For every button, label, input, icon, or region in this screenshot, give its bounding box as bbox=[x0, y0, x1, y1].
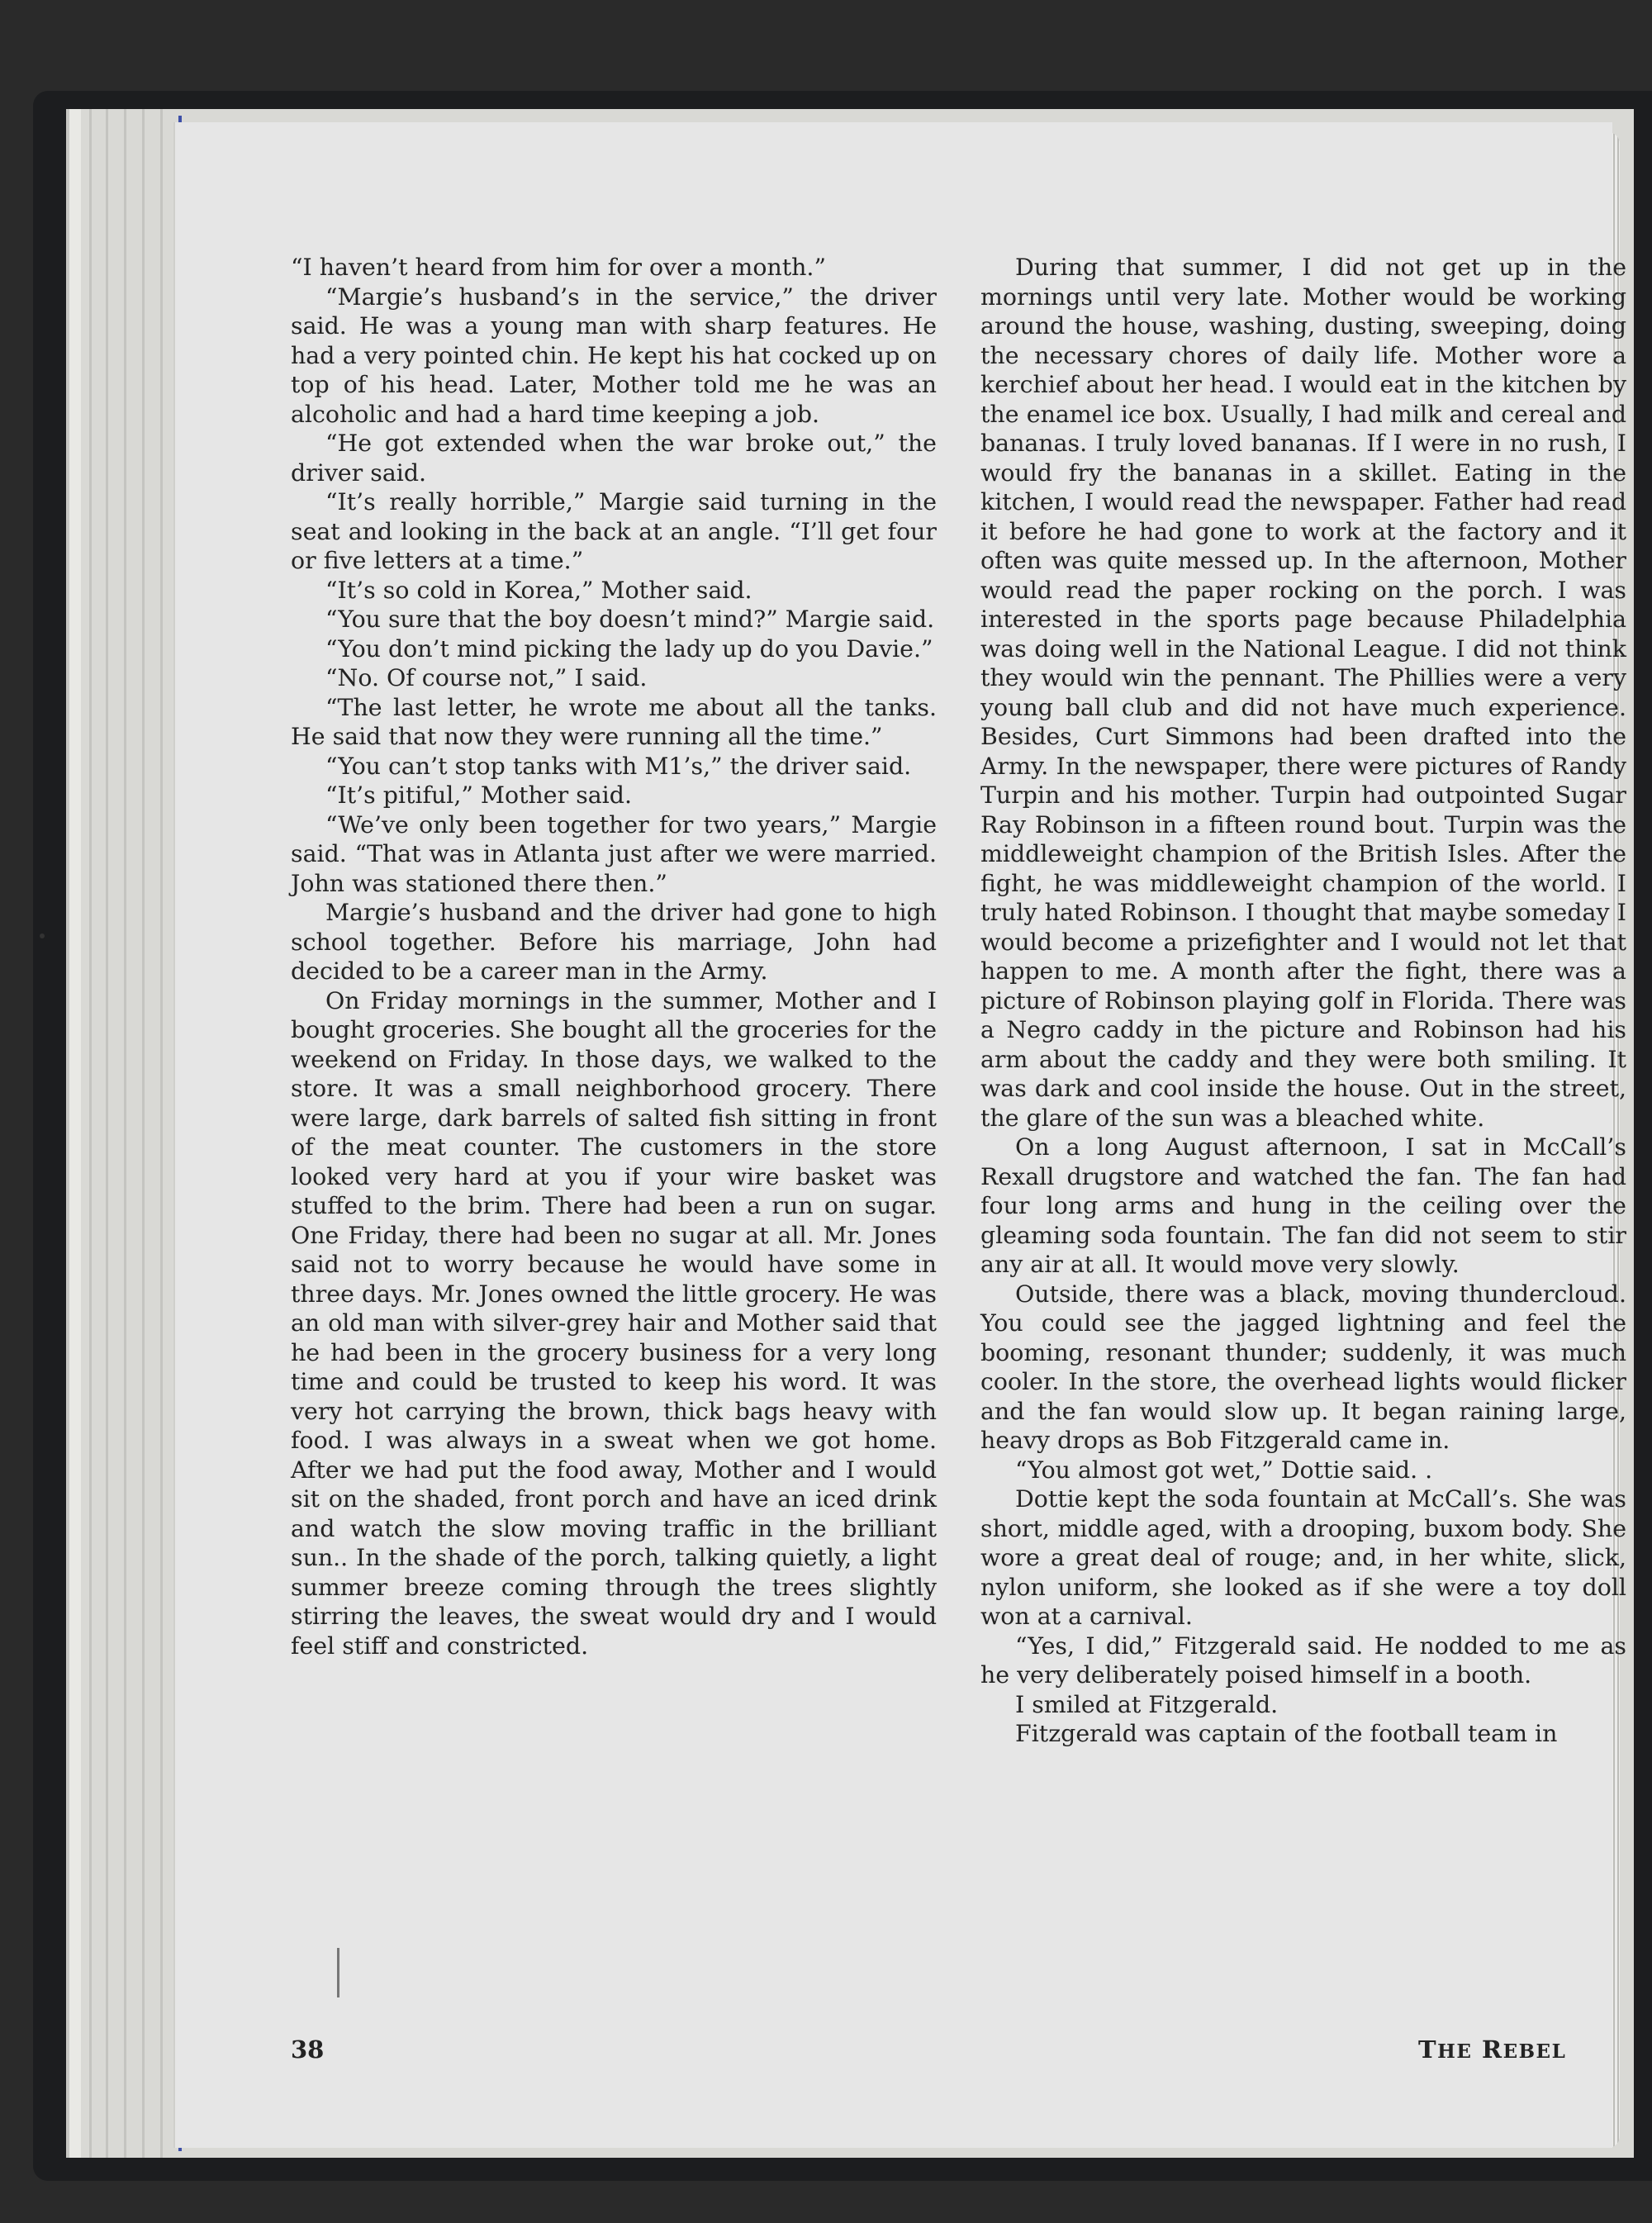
page-leaf bbox=[89, 109, 92, 2158]
margin-tick bbox=[337, 1948, 339, 1997]
paragraph: Fitzgerald was captain of the football team in bbox=[1015, 1720, 1558, 1747]
paragraph: “It’s so cold in Korea,” Mother said. bbox=[325, 576, 752, 604]
page-leaf bbox=[106, 109, 108, 2158]
paragraph: On Friday mornings in the summer, Mother and I bought groceries. She bought all the groceries for the weekend on Friday. In those days, we walked to the store. It was a small neighborhood grocery. There were large, dark barrels of salted fish sitting in front of the meat counter. The customers in the store looked very hard at you if your wire basket was stuffed to the brim. There had been a run on sugar. One Friday, there had been no sugar at all. Mr. Jones said not to worry because he would have some in three days. Mr. Jones owned the little grocery. He was an old man with silver-grey hair and Mother said that he had been in the grocery business for a very long time and could be trusted to keep his word. It was very hot carrying the brown, thick bags heavy with food. I was always in a sweat when we got home. After we had put the food away, Mother and I would sit on the shaded, front porch and have an iced drink and watch the slow moving traffic in the brilliant sun.. In the shade of the porch, talking quietly, a light summer breeze coming through the trees slightly stirring the leaves, the sweat would dry and I would feel stiff and constricted. bbox=[291, 986, 937, 1660]
paragraph: “It’s pitiful,” Mother said. bbox=[325, 781, 632, 809]
paragraph: On a long August afternoon, I sat in McCall’s Rexall drugstore and watched the fan. The fan had four long arms and hung in the ceiling over the gleaming soda fountain. The fan did not seem to stir any air at all. It would move very slowly. bbox=[980, 1133, 1626, 1278]
paragraph: “You almost got wet,” Dottie said. . bbox=[1015, 1456, 1433, 1484]
paragraph: “Yes, I did,” Fitzgerald said. He nodded to me as he very deliberately poised himself in a booth. bbox=[980, 1632, 1626, 1689]
page-leaf bbox=[160, 109, 163, 2158]
paragraph: “The last letter, he wrote me about all the tanks. He said that now they were running all the time.” bbox=[291, 693, 937, 750]
paragraph: “You don’t mind picking the lady up do you Davie.” bbox=[325, 634, 933, 663]
paragraph: “I haven’t heard from him for over a month.” bbox=[291, 254, 826, 281]
paragraph: Margie’s husband and the driver had gone to high school together. Before his marriage, John had decided to be a career man in the Army. bbox=[291, 899, 937, 985]
paragraph: “No. Of course not,” I said. bbox=[325, 664, 648, 691]
paragraph: During that summer, I did not get up in the mornings until very late. Mother would be working around the house, washing, dusting, sweeping, doing the necessary chores of daily life. Mother wore a kerchief about her head. I would eat in the kitchen by the enamel ice box. Usually, I had milk and cereal and bananas. I truly loved bananas. If I were in no rush, I would fry the bananas in a skillet. Eating in the kitchen, I would read the newspaper. Father had read it before he had gone to work at the factory and it often was quite messed up. In the afternoon, Mother would read the paper rocking on the porch. I was interested in the sports page because Philadelphia was doing well in the National League. I did not think they would win the pennant. The Phillies were a very young ball club and did not have much experience. Besides, Curt Simmons had been drafted into the Army. In the newspaper, there were pictures of Randy Turpin and his mother. Turpin had outpointed Sugar Ray Robinson in a fifteen round bout. Turpin was the middleweight champion of the British Isles. After the fight, he was middleweight champion of the world. I truly hated Robinson. I thought that maybe someday I would become a prizefighter and I would not let that happen to me. A month after the fight, there was a picture of Robinson playing golf in Florida. There was a Negro caddy in the picture and Robinson had his arm about the caddy and they were both smiling. It was dark and cool inside the house. Out in the street, the glare of the sun was a bleached white. bbox=[980, 254, 1626, 1132]
paragraph: I smiled at Fitzgerald. bbox=[1015, 1690, 1279, 1718]
paragraph: “He got extended when the war broke out,” the driver said. bbox=[291, 430, 937, 487]
paragraph: “Margie’s husband’s in the service,” the driver said. He was a young man with sharp features. He had a very pointed chin. He kept his hat cocked up on top of his head. Later, Mother told me he was an alcoholic and had a hard time keeping a job. bbox=[291, 283, 937, 428]
paragraph: “You sure that the boy doesn’t mind?” Margie said. bbox=[325, 606, 935, 633]
book-page bbox=[175, 122, 1626, 2148]
page-leaf bbox=[142, 109, 145, 2158]
right-column bbox=[980, 253, 1626, 1749]
paragraph: Outside, there was a black, moving thundercloud. You could see the jagged lightning and feel the booming, resonant thunder; suddenly, it was much cooler. In the store, the overhead lights would flicker and the fan would slow up. It began raining large, heavy drops as Bob Fitzgerald came in. bbox=[980, 1280, 1626, 1454]
paragraph: “It’s really horrible,” Margie said turning in the seat and looking in the back at an angle. “I’ll get four or five letters at a time.” bbox=[291, 488, 937, 574]
page-leaf bbox=[124, 109, 126, 2158]
paragraph: Dottie kept the soda fountain at McCall’s. She was short, middle aged, with a drooping, buxom body. She wore a great deal of rouge; and, in her white, slick, nylon uniform, she looked as if she were a toy doll won at a carnival. bbox=[980, 1485, 1626, 1630]
left-column bbox=[291, 253, 937, 1660]
page-number: 38 bbox=[291, 2035, 325, 2064]
magazine-title: THE REBEL bbox=[1418, 2035, 1567, 2064]
margin-mark bbox=[40, 933, 45, 938]
paragraph: “We’ve only been together for two years,” Margie said. “That was in Atlanta just after we were married. John was stationed there then.” bbox=[291, 810, 937, 897]
paragraph: “You can’t stop tanks with M1’s,” the driver said. bbox=[325, 752, 912, 780]
